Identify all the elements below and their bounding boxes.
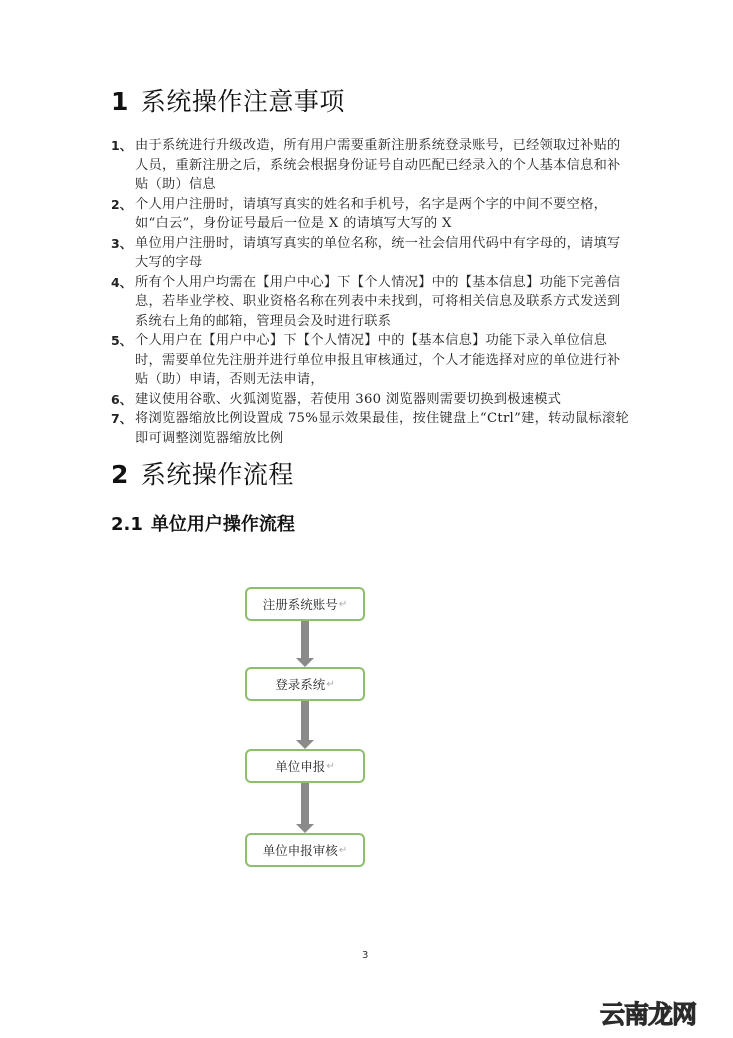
flow-step-unit-declare xyxy=(245,749,365,783)
notice-index: 3、 xyxy=(111,235,133,251)
watermark-part-2: 龙网 xyxy=(648,1000,697,1029)
notice-index: 7、 xyxy=(111,411,133,426)
notice-text: 建议使用谷歌、火狐浏览器，若使用 360 浏览器则需要切换到极速模式 xyxy=(135,391,562,407)
watermark-part-1: 云南 xyxy=(600,1000,649,1029)
section-1-number: 1 xyxy=(111,87,129,116)
notice-item xyxy=(111,331,631,390)
section-2-heading xyxy=(111,455,294,491)
flow-step-label: 注册系统账号 xyxy=(262,597,338,612)
notice-text: 个人用户在【用户中心】下【个人情况】中的【基本信息】功能下录入单位信息时，需要单位先注册并进行单位申报且审核通过，个人才能选择对应的单位进行补贴（助）申请，否则无法申请， xyxy=(135,333,621,387)
notice-list xyxy=(111,136,631,448)
flow-step-unit-review xyxy=(245,833,365,867)
flow-step-register xyxy=(245,587,365,621)
notice-item xyxy=(111,390,631,410)
flow-step-label: 单位申报审核 xyxy=(262,843,338,858)
section-1-title: 系统操作注意事项 xyxy=(140,87,345,116)
notice-item xyxy=(111,195,631,234)
notice-text: 个人用户注册时，请填写真实的姓名和手机号，名字是两个字的中间不要空格，如“白云”，身份证号最后一位是 X 的请填写大写的 X xyxy=(135,196,608,231)
watermark-logo xyxy=(600,995,696,1031)
subsection-2-1-heading xyxy=(111,510,295,536)
notice-text: 所有个人用户均需在【用户中心】下【个人情况】中的【基本信息】功能下完善信息，若毕业学校、职业资格名称在列表中未找到，可将相关信息及联系方式发送到系统右上角的邮箱，管理员会及时进行联系 xyxy=(135,274,621,329)
notice-item xyxy=(111,273,631,332)
notice-text: 将浏览器缩放比例设置成 75%显示效果最佳，按住键盘上“Ctrl”建，转动鼠标滚轮即可调整浏览器缩放比例 xyxy=(135,411,630,446)
return-mark-icon: ↵ xyxy=(326,760,335,772)
subsection-number: 2.1 xyxy=(111,514,143,535)
notice-item xyxy=(111,409,631,448)
down-arrow-icon xyxy=(301,701,309,741)
notice-index: 1、 xyxy=(111,138,133,153)
notice-index: 2、 xyxy=(111,196,133,212)
flow-step-label: 单位申报 xyxy=(275,759,326,774)
section-1-heading xyxy=(111,82,345,118)
section-2-title: 系统操作流程 xyxy=(140,460,294,489)
down-arrow-icon xyxy=(301,621,309,659)
notice-index: 4、 xyxy=(111,274,133,290)
subsection-title: 单位用户操作流程 xyxy=(150,514,295,535)
notice-index: 6、 xyxy=(111,391,133,407)
down-arrow-icon xyxy=(301,783,309,825)
notice-text: 单位用户注册时，请填写真实的单位名称，统一社会信用代码中有字母的，请填写大写的字母 xyxy=(135,235,621,270)
notice-item xyxy=(111,136,631,195)
page-number: 3 xyxy=(362,950,369,961)
section-2-number: 2 xyxy=(111,460,129,489)
notice-text: 由于系统进行升级改造，所有用户需要重新注册系统登录账号，已经领取过补贴的人员，重新注册之后，系统会根据身份证号自动匹配已经录入的个人基本信息和补贴（助）信息 xyxy=(135,138,621,192)
return-mark-icon: ↵ xyxy=(338,598,348,610)
notice-item xyxy=(111,234,631,273)
flow-step-login xyxy=(245,667,365,701)
return-mark-icon: ↵ xyxy=(338,844,348,856)
return-mark-icon: ↵ xyxy=(326,678,335,690)
flow-step-label: 登录系统 xyxy=(275,677,326,692)
notice-index: 5、 xyxy=(111,333,133,348)
